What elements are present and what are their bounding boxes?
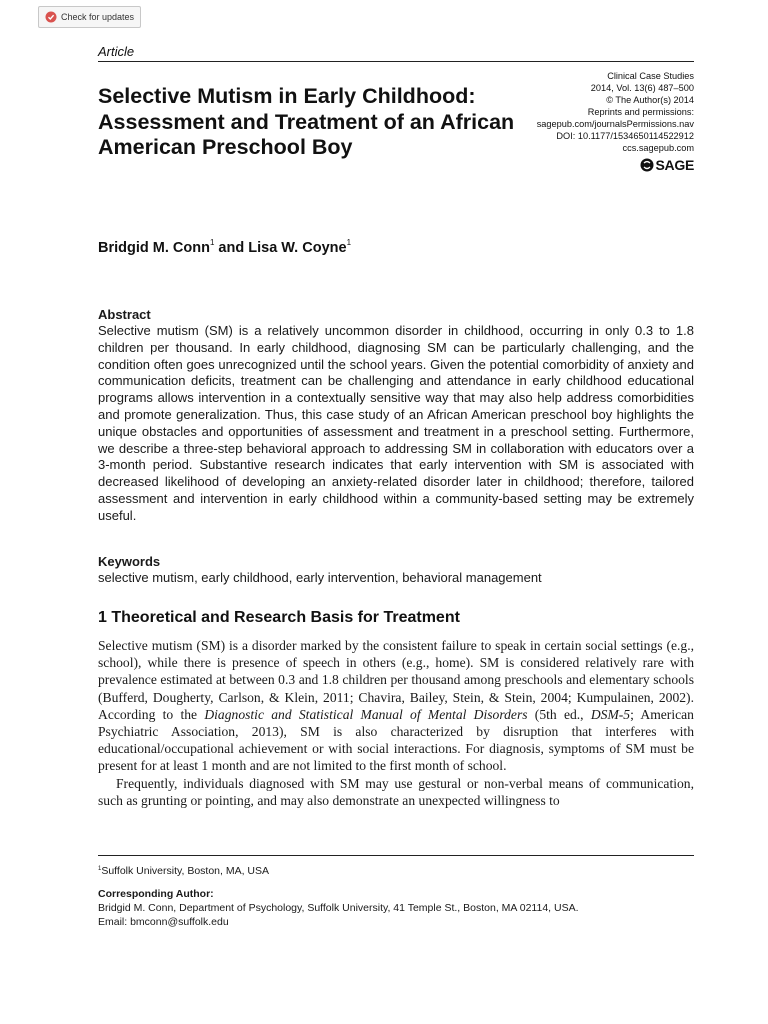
sage-logo-icon [640,158,654,172]
corresponding-author-heading: Corresponding Author: [98,888,214,900]
author-2-affiliation-mark: 1 [346,238,352,247]
abstract-text: Selective mutism (SM) is a relatively uncommon disorder in childhood, occurring in only 0.3 to 1.8 children per thousand. In early childhood, diagnosing SM can be particularly challenging, and the condition often goes unrecognized until the school years. Given the potential comorbidity of anxiety and communication deficits, treatment can be challenging and attendance in early childhood educational programs allows intervention in a contextually sensitive way that may also help address comorbidities and promote generalization. Thus, this case study of an African American preschool boy highlights the unique obstacles and opportunities of assessment and treatment in a preschool setting. Furthermore, we describe a three-step behavioral approach to addressing SM in collaboration with educators over a 3-month period. Substantive research indicates that early intervention with SM is associated with decreased likelihood of developing an anxiety-related disorder later in childhood; therefore, tailored assessment and intervention in early childhood within a community-based setting may be extremely useful. [98,323,694,523]
journal-permissions-link[interactable]: sagepub.com/journalsPermissions.nav [536,119,694,129]
journal-volume: 2014, Vol. 13(6) 487–500 [590,83,694,93]
abstract-heading: Abstract [98,307,151,322]
section-heading: 1 Theoretical and Research Basis for Treatment [98,609,460,626]
author-1: Bridgid M. Conn [98,240,210,256]
keywords-text: selective mutism, early childhood, early intervention, behavioral management [98,570,542,585]
article-title: Selective Mutism in Early Childhood: Assessment and Treatment of an African American Preschool Boy [98,84,515,159]
journal-doi[interactable]: DOI: 10.1177/1534650114522912 [556,131,694,141]
journal-site-link[interactable]: ccs.sagepub.com [622,143,694,153]
header-rule [98,61,694,62]
footnote-mark: 1 [98,866,102,872]
check-for-updates-label: Check for updates [61,12,135,22]
keywords-heading: Keywords [98,554,161,569]
publisher-name: SAGE [655,157,694,173]
corresponding-author-address: Bridgid M. Conn, Department of Psychology, Suffolk University, 41 Temple St., Boston, MA 02114, USA. [98,902,579,914]
body-paragraph-1 [98,637,694,775]
paragraph-1-part-c: ; American Psychiatric Association, 2013), SM is also characterized by disruption that interferes with educational/occupational achievement or with social interactions. For diagnosis, symptoms of SM must be present for at least 1 month and are not limited to the first month of school. [98,706,694,774]
author-connector: and [214,240,249,256]
section-body [98,637,694,809]
paragraph-1-part-b: (5th ed., [527,706,591,722]
paragraph-1-italic-dsm-title: Diagnostic and Statistical Manual of Mental Disorders [204,706,528,722]
corresponding-author-block [98,887,579,929]
body-paragraph-2: Frequently, individuals diagnosed with SM may use gestural or non-verbal means of communication, such as grunting or pointing, and may also demonstrate an unexpected willingness to [98,775,694,808]
paragraph-1-part-a: Selective mutism (SM) is a disorder marked by the consistent failure to speak in certain social settings (e.g., school), while there is presence of speech in others (e.g., home). SM is considered relatively rare with prevalence estimated at between 0.3 and 1.8 children per thousand among preschools and elementary schools (Bufferd, Dougherty, Carlson, & Klein, 2011; Chavira, Bailey, Stein, & Stein, 2004; Kumpulainen, 2002). According to the [98,638,694,722]
journal-name: Clinical Case Studies [607,71,694,81]
author-1-affiliation-mark: 1 [209,238,215,247]
update-badge-icon [45,11,57,23]
author-2: Lisa W. Coyne [248,240,347,256]
corresponding-author-email[interactable]: Email: bmconn@suffolk.edu [98,916,229,928]
author-line [98,238,351,256]
article-type-label: Article [98,44,135,59]
journal-info [454,70,694,154]
check-for-updates-badge[interactable] [38,6,141,28]
journal-reprints: Reprints and permissions: [587,107,694,117]
publisher-logo [640,157,694,173]
footnote-rule [98,855,694,856]
footnote-affiliation [98,865,269,877]
journal-copyright: © The Author(s) 2014 [606,95,694,105]
paragraph-1-italic-dsm5: DSM-5 [590,706,631,722]
affiliation-text: Suffolk University, Boston, MA, USA [101,865,270,877]
